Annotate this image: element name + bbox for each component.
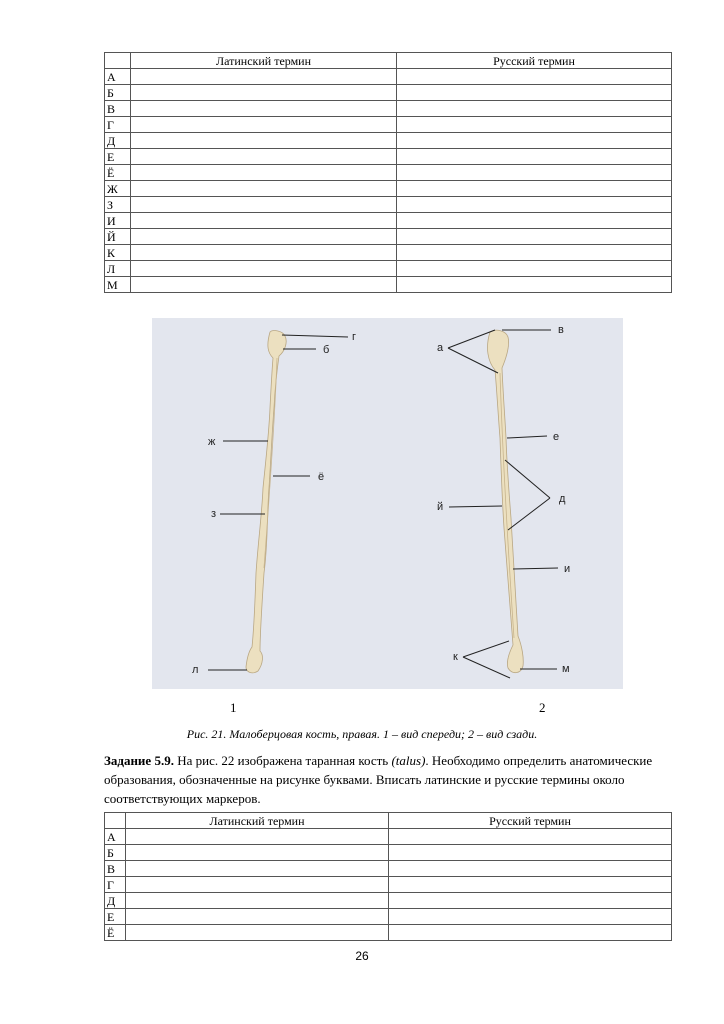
latin-term-cell[interactable] [131,181,397,197]
latin-term-cell[interactable] [126,861,389,877]
russian-term-cell[interactable] [397,117,672,133]
letter-header [105,813,126,829]
latin-term-cell[interactable] [131,69,397,85]
table-row [105,69,672,85]
table-body [105,829,672,941]
table-row [105,117,672,133]
latin-term-cell[interactable] [126,925,389,941]
russian-term-cell[interactable] [397,261,672,277]
table-row [105,845,672,861]
table-row [105,101,672,117]
task-paragraph [104,751,676,808]
row-letter: В [105,101,131,117]
row-letter: Ж [105,181,131,197]
latin-term-cell[interactable] [131,197,397,213]
label-a: а [437,342,444,354]
fibula-front-view [246,331,286,673]
table-row [105,893,672,909]
latin-term-cell[interactable] [126,845,389,861]
latin-term-cell[interactable] [131,261,397,277]
row-letter: Ё [105,925,126,941]
leader-lines-view-1 [208,335,348,670]
russian-term-cell[interactable] [397,149,672,165]
label-y: й [437,501,444,513]
russian-term-cell[interactable] [397,165,672,181]
row-letter: М [105,277,131,293]
table-row [105,861,672,877]
latin-term-cell[interactable] [131,245,397,261]
task-text-after: . Необходимо определить анатомические образования, обозначенные на рисунке буквами. Вписать латинские и русские термины около соответствующих маркеров. [104,753,653,806]
table-row [105,197,672,213]
russian-term-cell[interactable] [397,245,672,261]
label-z: з [211,508,217,520]
table-row [105,245,672,261]
russian-term-cell[interactable] [389,909,672,925]
latin-term-cell[interactable] [131,101,397,117]
table-row [105,261,672,277]
russian-term-cell[interactable] [397,181,672,197]
label-m: м [562,663,570,675]
row-letter: Ё [105,165,131,181]
figure-number-1: 1 [230,700,237,715]
table-row [105,277,672,293]
row-letter: Г [105,117,131,133]
row-letter: К [105,245,131,261]
row-letter: Л [105,261,131,277]
russian-term-cell[interactable] [389,829,672,845]
russian-term-cell[interactable] [389,861,672,877]
label-d: д [559,493,566,505]
row-letter: Е [105,909,126,925]
row-letter: Е [105,149,131,165]
latin-term-cell[interactable] [126,909,389,925]
russian-term-cell[interactable] [397,85,672,101]
row-letter: И [105,213,131,229]
row-letter: А [105,69,131,85]
russian-term-cell[interactable] [397,101,672,117]
fibula-illustration [152,318,623,689]
table-row [105,181,672,197]
russian-term-cell[interactable] [397,229,672,245]
task-title: Задание 5.9. [104,753,174,768]
russian-term-cell[interactable] [389,925,672,941]
russian-term-cell[interactable] [397,213,672,229]
russian-term-cell[interactable] [397,133,672,149]
latin-term-cell[interactable] [126,829,389,845]
latin-term-cell[interactable] [131,117,397,133]
row-letter: Г [105,877,126,893]
row-letter: Б [105,845,126,861]
row-letter: А [105,829,126,845]
figure-number-2: 2 [539,700,546,715]
table-row [105,925,672,941]
latin-term-cell[interactable] [131,133,397,149]
table-row [105,229,672,245]
label-e: е [553,431,560,443]
label-yo: ё [318,471,325,483]
task-text-before: На рис. 22 изображена таранная кость [173,753,392,768]
terms-table-2 [104,812,672,941]
letter-header [105,53,131,69]
page-number: 26 [355,949,369,963]
table-header-row [105,53,672,69]
terms-table-1 [104,52,672,293]
row-letter: В [105,861,126,877]
row-letter: З [105,197,131,213]
label-g: г [352,331,357,343]
label-l: л [192,664,199,676]
latin-term-cell[interactable] [126,893,389,909]
russian-term-cell[interactable] [389,893,672,909]
table-row [105,149,672,165]
latin-term-cell[interactable] [131,277,397,293]
row-letter: Д [105,133,131,149]
latin-term-header: Латинский термин [126,813,389,829]
figure-caption: Рис. 21. Малоберцовая кость, правая. 1 – вид спереди; 2 – вид сзади. [186,727,538,741]
russian-term-cell[interactable] [389,845,672,861]
table-header-row [105,813,672,829]
fibula-figure [152,318,623,689]
label-i: и [564,563,571,575]
label-b: б [323,344,330,356]
latin-term-header: Латинский термин [131,53,397,69]
latin-term-cell[interactable] [131,229,397,245]
table-row [105,165,672,181]
table-row [105,877,672,893]
row-letter: Д [105,893,126,909]
latin-term-cell[interactable] [131,85,397,101]
russian-term-header: Русский термин [397,53,672,69]
latin-term-cell[interactable] [126,877,389,893]
latin-term-cell[interactable] [131,149,397,165]
row-letter: Й [105,229,131,245]
table-row [105,829,672,845]
table-row [105,133,672,149]
table-row [105,85,672,101]
task-term: (talus) [391,753,426,768]
russian-term-cell[interactable] [397,197,672,213]
latin-term-cell[interactable] [131,213,397,229]
latin-term-cell[interactable] [131,165,397,181]
label-k: к [453,651,458,663]
table-row [105,909,672,925]
row-letter: Б [105,85,131,101]
table-body [105,69,672,293]
russian-term-cell[interactable] [389,877,672,893]
russian-term-cell[interactable] [397,277,672,293]
label-zh: ж [208,436,216,448]
russian-term-header: Русский термин [389,813,672,829]
table-row [105,213,672,229]
russian-term-cell[interactable] [397,69,672,85]
label-v: в [558,324,564,336]
